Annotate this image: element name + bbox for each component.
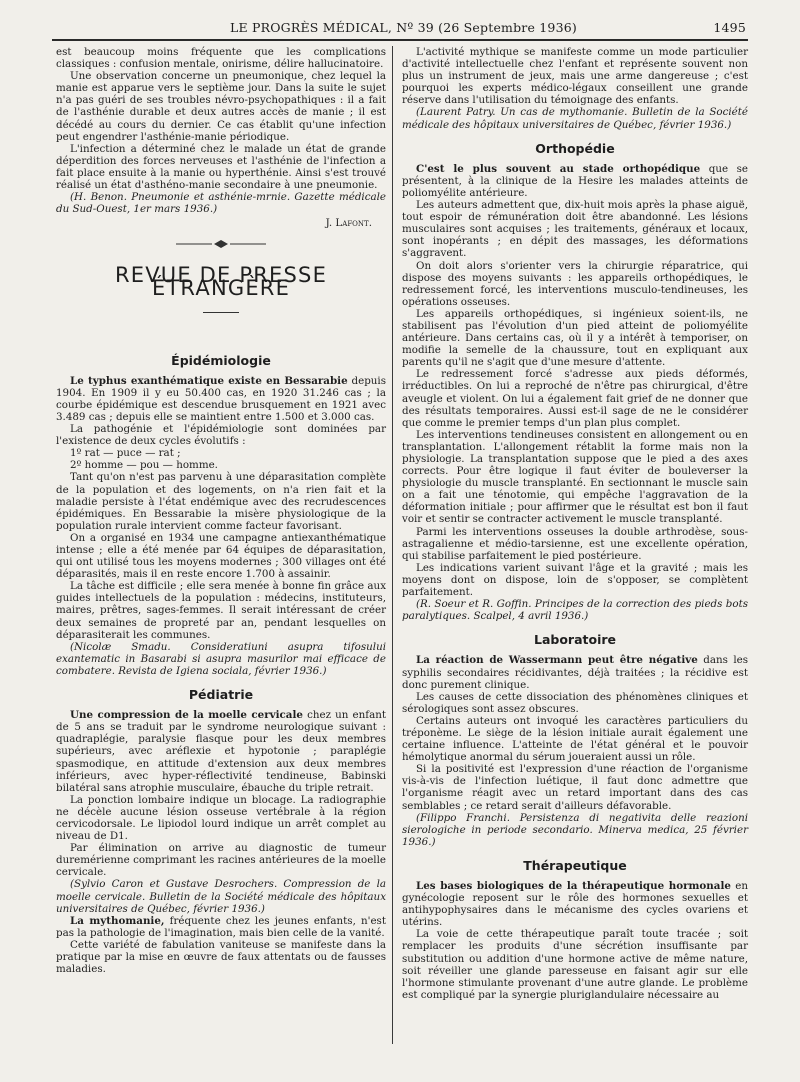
paragraph: La pathogénie et l'épidémiologie sont dominées par l'existence de deux cycles évolutifs :	[56, 423, 386, 448]
subsection-title: Orthopédie	[535, 140, 615, 156]
left-column	[56, 46, 386, 975]
list-item: 2º homme — pou — homme.	[70, 459, 218, 472]
paragraph-text: en gynécologie reposent sur le rôle des hormones sexuelles et antihypophysaires dans le mécanisme des cycles ovariens et utérins.	[402, 880, 748, 929]
subsection-title: Laboratoire	[533, 632, 617, 648]
signature: J. Lafont.	[325, 217, 372, 230]
paragraph-text: fréquente chez les jeunes enfants, n'est pas la pathologie de l'imagination, mais bien celle de la vanité.	[56, 914, 386, 939]
paragraph: Si la positivité est l'expression d'une réaction de l'organisme vis-à-vis de l'infection luétique, il faut donc admettre que l'organisme réagit avec un retard important dans des cas semblables ; ce retard serait d'ailleurs défavorable.	[402, 763, 748, 812]
lead-phrase: Une compression de la moelle cervicale	[70, 709, 303, 722]
paragraph: La ponction lombaire indique un blocage. La radiographie ne décèle aucune lésion osseuse vertébrale à la région cervicodorsale. Le lipiodol lourd indique un arrêt complet au niveau de D1.	[56, 793, 386, 843]
paragraph: Les causes de cette dissociation des phénomènes cliniques et sérologiques sont assez obscures.	[402, 690, 748, 715]
citation: (Laurent Patry. Un cas de mythomanie. Bulletin de la Société médicale des hôpitaux universitaires de Québec, février 1936.)	[402, 106, 748, 131]
citation: (Sylvio Caron et Gustave Desrochers. Compression de la moelle cervicale. Bulletin de la Société médicale des hôpitaux universitaires de Québec, février 1936.)	[56, 878, 386, 915]
running-header	[58, 20, 746, 38]
paragraph: On a organisé en 1934 une campagne antiexanthématique intense ; elle a été menée par 64 équipes de déparasitation, qui ont utilisé tous les moyens modernes ; 300 villages ont été déparasités, mais il en reste encore 1.700 à assainir.	[56, 531, 386, 581]
paragraph: Cette variété de fabulation vaniteuse se manifeste dans la pratique par la mise en œuvre de faux attentats ou de fausses maladies.	[56, 938, 386, 976]
right-column	[402, 46, 748, 1001]
paragraph: Les indications varient suivant l'âge et la gravité ; mais les moyens dont on dispose, loin de s'opposer, se complètent parfaitement.	[402, 561, 748, 599]
paragraph: Les auteurs admettent que, dix-huit mois après la phase aiguë, tout espoir de rémunération doit être abandonné. Les lésions musculaires sont acquises ; les traitements, généraux et locaux, sont inopérants ; en dépit des massages, les déformations s'aggravent.	[402, 199, 748, 260]
section-heading: REVUE DE PRESSE ÉTRANGÈRE	[114, 263, 328, 300]
paragraph: Les interventions tendineuses consistent en allongement ou en transplantation. L'allongement rétablit la forme mais non la physiologie. La transplantation suppose que le pied a des axes corrects. Pour être logique il faut éviter de bouleverser la physiologie du muscle transplanté. En sectionnant le muscle sain on a fait une ténotomie, qui empêche l'aggravation de la déformation initiale ; pour affirmer que le résultat est bon il faut voir et sentir se contracter activement le muscle transplanté.	[402, 428, 748, 526]
subsection-title: Épidémiologie	[171, 352, 271, 368]
paragraph-text: dans les syphilis secondaires récidivantes, déjà traitées ; la récidive est donc purement clinique.	[402, 654, 749, 691]
header-rule	[52, 39, 748, 41]
heading-rule	[203, 312, 239, 313]
paragraph: Certains auteurs ont invoqué les caractères particuliers du tréponème. Le siège de la lésion initiale aurait également une certaine influence. L'atteinte de l'état général et le pouvoir hémolytique anormal du sérum joueraient aussi un rôle.	[402, 714, 748, 764]
paragraph: La tâche est difficile ; elle sera menée à bonne fin grâce aux guides intellectuels de la population : médecins, instituteurs, maires, prêtres, sages-femmes. Il serait intéressant de créer deux semaines de propreté par an, pendant lesquelles on déparasiterait les communes.	[56, 580, 386, 641]
paragraph-text: depuis 1904. En 1909 il y eu 50.400 cas, en 1920 31.246 cas ; la courbe épidémique est descendue brusquement en 1921 avec 3.489 cas ; depuis elle se maintient entre 1.500 et 3.000 cas.	[56, 374, 386, 423]
paragraph: On doit alors s'orienter vers la chirurgie réparatrice, qui dispose des moyens suivants : les appareils orthopédiques, le redressement forcé, les interventions musculo-tendineuses, les opérations osseuses.	[402, 259, 748, 308]
lead-phrase: C'est le plus souvent au stade orthopédique	[416, 162, 701, 175]
paragraph: est beaucoup moins fréquente que les complications classiques : confusion mentale, onirisme, délire hallucinatoire.	[56, 46, 386, 71]
subsection-title: Pédiatrie	[188, 687, 254, 703]
paragraph: Tant qu'on n'est pas parvenu à une déparasitation complète de la population et des logements, on n'a rien fait et la maladie persiste à l'état endémique avec des recrudescences épidémiques. En Bessarabie la misère physiologique de la population rurale intervient comme facteur favorisant.	[56, 471, 386, 532]
citation: (H. Benon. Pneumonie et asthénie-mrnie. Gazette médicale du Sud-Ouest, 1er mars 1936.)	[56, 191, 386, 216]
paragraph-text: chez un enfant de 5 ans se traduit par le syndrome neurologique suivant : quadraplégie, paralysie flasque pour les deux membres supérieurs, avec aréflexie et hypotonie ; paraplégie spasmodique, en attitude d'extension aux deux membres inférieurs, avec hyper-réflectivité tendineuse, Babinski bilatéral sans atrophie musculaire, ébauche du triple retrait.	[56, 709, 386, 794]
citation: (Nicolæ Smadu. Consideratiuni asupra tifosului exantematic in Basarabi si asupra masurilor mai efficace de combatere. Revista de Igiena sociala, février 1936.)	[56, 640, 386, 677]
citation: (Filippo Franchi. Persistenza di negativita delle reazioni sierologiche in periode secondario. Minerva medica, 25 février 1936.)	[402, 811, 748, 848]
journal-title: LE PROGRÈS MÉDICAL, Nº 39 (26 Septembre 1936)	[230, 20, 577, 35]
paragraph: La voie de cette thérapeutique paraît toute tracée ; soit remplacer les produits d'une sécrétion insuffisante par substitution ou addition d'une hormone active de même nature, soit réveiller une glande paresseuse en faisant agir sur elle l'hormone stimulante provenant d'une autre glande. Le problème est compliqué par la synergie pluriglandulaire nécessaire au	[402, 928, 748, 1001]
paragraph: Une observation concerne un pneumonique, chez lequel la manie est apparue vers le septième jour. Dans la suite le sujet n'a pas guéri de ses troubles névro-psychopathiques : il a fait de l'asthénie durable et deux autres accès de manie ; il est décédé au cours du dernier. Ce cas établit qu'une infection peut engendrer l'asthénie-manie périodique.	[56, 70, 386, 143]
lead-phrase: Le typhus exanthématique existe en Bessarabie	[70, 374, 348, 387]
paragraph-text: que se présentent, à la clinique de la Hesire les malades atteints de poliomyélite antérieure.	[402, 162, 748, 199]
paragraph: L'infection a déterminé chez le malade un état de grande déperdition des forces nerveuses et l'asthénie de l'infection a fait place ensuite à la manie ou hyperthénie. Ainsi s'est trouvé réalisé un état d'asthéno-manie secondaire à une pneumonie.	[56, 142, 386, 192]
page-number: 1495	[713, 20, 746, 35]
paragraph: L'activité mythique se manifeste comme un mode particulier d'activité intellectuelle chez l'enfant et représente souvent non plus un instrument de jeux, mais une arme dangereuse ; c'est pourquoi les experts médico-légaux conseillent une grande réserve dans l'utilisation du témoignage des enfants.	[402, 46, 748, 107]
paragraph: Par élimination on arrive au diagnostic de tumeur duremérienne comprimant les racines antérieures de la moelle cervicale.	[56, 842, 386, 879]
lead-phrase: Les bases biologiques de la thérapeutique hormonale	[416, 880, 731, 892]
lead-phrase: La mythomanie,	[70, 914, 165, 927]
paragraph: Les appareils orthopédiques, si ingénieux soient-ils, ne stabilisent pas l'évolution d'un pied atteint de poliomyélite antérieure. Dans certains cas, où il y a intérêt à temporiser, on modifie la semelle de la chaussure, tout en expliquant aux parents qu'il ne s'agit que d'une mesure d'attente.	[402, 307, 748, 369]
citation: (R. Soeur et R. Goffin. Principes de la correction des pieds bots paralytiques. Scalpel, 4 avril 1936.)	[402, 598, 748, 623]
paragraph: Le redressement forcé s'adresse aux pieds déformés, irréductibles. On lui a reproché de n'être pas chirurgical, d'être aveugle et violent. On lui a également fait grief de ne donner que des résultats temporaires. Aussi est-il sage de ne le considérer que comme le premier temps d'un plan plus complet.	[402, 368, 748, 429]
lead-phrase: La réaction de Wassermann peut être négative	[416, 654, 698, 667]
subsection-title: Thérapeutique	[523, 857, 627, 873]
ornament-divider	[56, 239, 386, 251]
column-divider	[392, 46, 393, 1044]
paragraph: Parmi les interventions osseuses la double arthrodèse, sous-astragalienne et médio-tarsienne, est une excellente opération, qui stabilise parfaitement le pied postérieure.	[402, 525, 748, 562]
list-item: 1º rat — puce — rat ;	[70, 447, 181, 460]
